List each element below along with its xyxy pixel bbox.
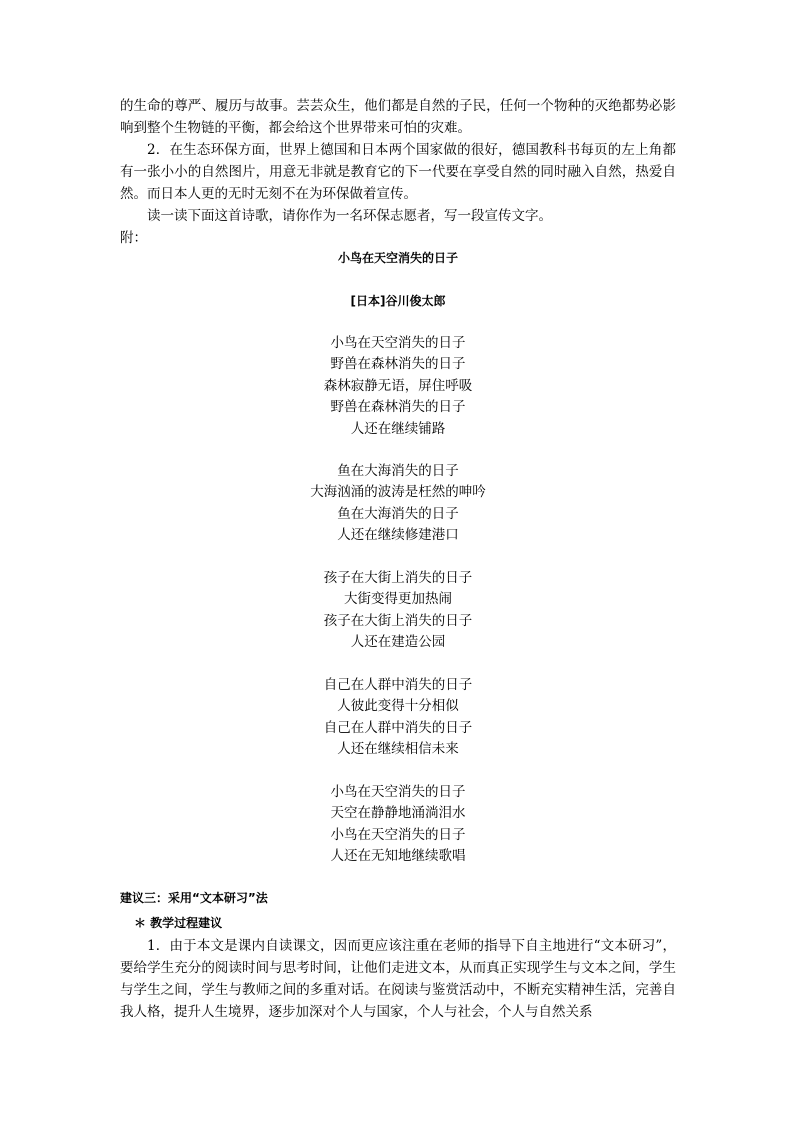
instruction-text: 读一读下面这首诗歌，请你作为一名环保志愿者，写一段宣传文字。 — [147, 208, 552, 224]
poem-stanza-1 — [120, 333, 676, 440]
poem-title: 小鸟在天空消失的日子 — [337, 251, 458, 265]
poem-line: 森林寂静无语，屏住呼吸 — [323, 377, 473, 394]
poem-line: 小鸟在天空消失的日子 — [330, 335, 466, 351]
poem-line: 人还在建造公园 — [350, 634, 446, 651]
poem-line: 人还在继续相信未来 — [337, 741, 459, 758]
poem-line: 孩子在大街上消失的日子 — [323, 570, 473, 586]
poem-line: 大海汹涌的波涛是枉然的呻吟 — [310, 484, 486, 501]
appendix-label: 附： — [120, 230, 147, 246]
poem-line: 野兽在森林消失的日子 — [330, 399, 466, 416]
poem-line: 自己在人群中消失的日子 — [323, 677, 473, 693]
poem-stanza-4 — [120, 675, 676, 761]
poem-line: 天空在静静地涌淌泪水 — [330, 805, 466, 822]
poem-line: 大街变得更加热闹 — [344, 591, 452, 608]
poem-line: 孩子在大街上消失的日子 — [323, 612, 473, 629]
poem-line: 小鸟在天空消失的日子 — [330, 826, 466, 843]
teaching-heading: ＊ 教学过程建议 — [134, 916, 223, 930]
poem-line: 野兽在森林消失的日子 — [330, 356, 466, 373]
poem-stanza-3 — [120, 568, 676, 654]
poem-line: 鱼在大海消失的日子 — [337, 463, 459, 479]
poem-stanza-2 — [120, 461, 676, 547]
poem-stanza-5 — [120, 782, 676, 868]
poem-line: 小鸟在天空消失的日子 — [330, 784, 466, 800]
poem-line: 人还在无知地继续歌唱 — [330, 848, 466, 865]
paragraph-continuation: 的生命的尊严、履历与故事。芸芸众生，他们都是自然的子民，任何一个物种的灭绝都势必影响到整个生物链的平衡，都会给这个世界带来可怕的灾难。 — [120, 98, 676, 136]
paragraph-item-1: 1．由于本文是课内自读课文，因而更应该注重在老师的指导下自主地进行“文本研习”，要给学生充分的阅读时间与思考时间，让他们走进文本，从而真正实现学生与文本之间，学生与学生之间，学生与教师之间的多重对话。在阅读与鉴赏活动中，不断充实精神生活，完善自我人格，提升人生境界，逐步加深对个人与国家，个人与社会，个人与自然关系 — [120, 938, 676, 1020]
poem-line: 人彼此变得十分相似 — [337, 698, 459, 715]
section-heading: 建议三：采用“文本研习”法 — [120, 891, 268, 905]
poem-author: [日本]谷川俊太郎 — [350, 294, 446, 308]
poem-line: 鱼在大海消失的日子 — [337, 505, 459, 522]
poem-line: 自己在人群中消失的日子 — [323, 719, 473, 736]
poem-line: 人还在继续修建港口 — [337, 527, 459, 544]
paragraph-item-2: 2．在生态环保方面，世界上德国和日本两个国家做的很好，德国教科书每页的左上角都有一张小小的自然图片，用意无非就是教育它的下一代要在享受自然的同时融入自然，热爱自然。而日本人更的无时无刻不在为环保做着宣传。 — [120, 142, 676, 202]
poem-line: 人还在继续铺路 — [350, 420, 446, 437]
